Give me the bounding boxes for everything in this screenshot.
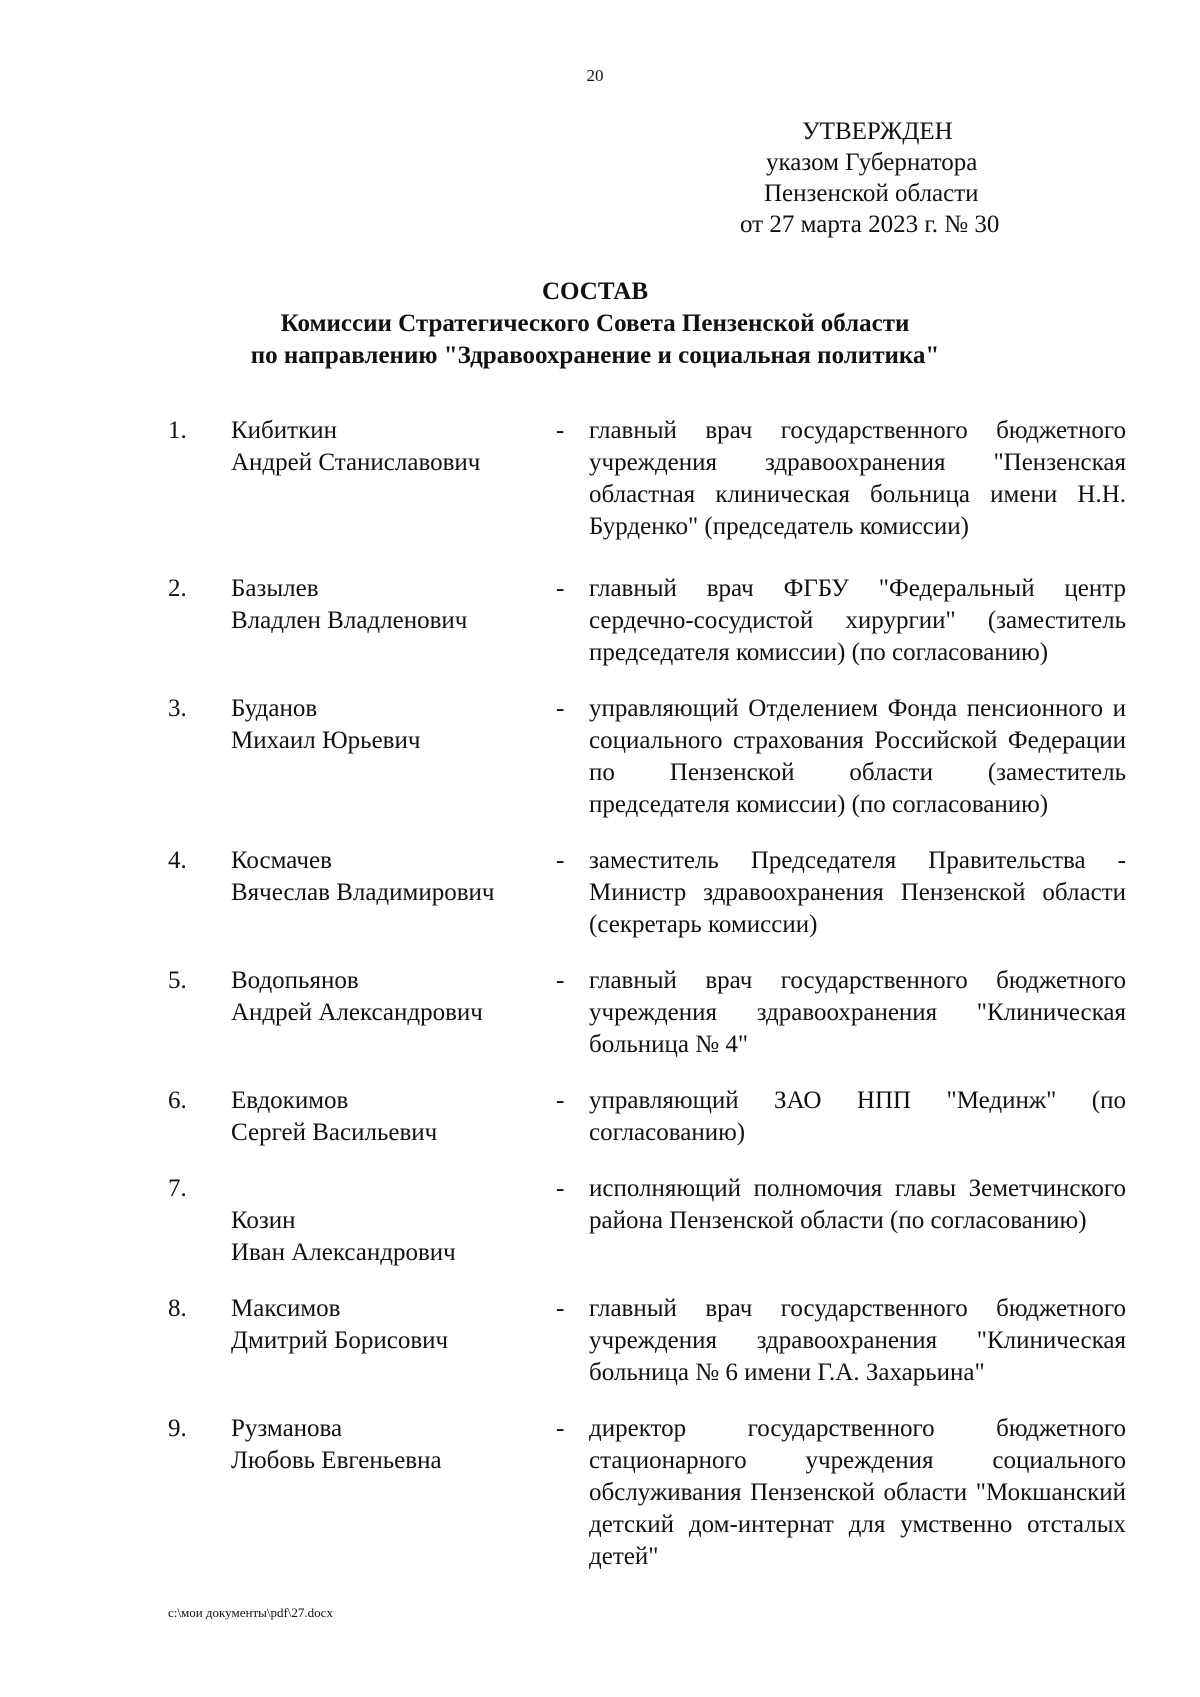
member-description: исполняющий полномочия главы Земетчинского района Пензенской области (по согласованию)	[589, 1175, 1126, 1234]
member-surname: Максимов	[231, 1295, 341, 1322]
members-list	[168, 415, 1128, 1573]
member-number: 1.	[168, 417, 187, 444]
member-given-name: Дмитрий Борисович	[231, 1327, 449, 1354]
title-heading: СОСТАВ	[541, 278, 649, 305]
member-name	[231, 1413, 556, 1573]
member-given-name: Андрей Станиславович	[231, 449, 481, 476]
member-surname: Кибиткин	[231, 417, 337, 444]
member-description: директор государственного бюджетного стационарного учреждения социального обслуживания Пензенской области "Мокшанский детский дом-интернат для умственно отсталых детей"	[589, 1415, 1126, 1570]
member-description: управляющий Отделением Фонда пенсионного и социального страхования Российской Федерации по Пензенской области (заместитель председателя комиссии) (по согласованию)	[589, 695, 1126, 818]
member-row	[168, 1173, 1128, 1269]
member-row	[168, 845, 1128, 941]
member-given-name: Иван Александрович	[231, 1239, 456, 1266]
member-given-name: Владлен Владленович	[231, 607, 468, 634]
member-description: главный врач ФГБУ "Федеральный центр сердечно-сосудистой хирургии" (заместитель председателя комиссии) (по согласованию)	[589, 575, 1126, 666]
member-surname: Космачев	[231, 847, 332, 874]
member-row	[168, 573, 1128, 669]
member-number: 4.	[168, 847, 187, 874]
member-number: 5.	[168, 967, 187, 994]
member-surname: Водопьянов	[231, 967, 359, 994]
approval-date: от 27 марта 2023 г. № 30	[740, 211, 1000, 238]
approval-heading: УТВЕРЖДЕН	[802, 118, 953, 145]
member-dash: -	[556, 417, 565, 444]
title-commission: Комиссии Стратегического Совета Пензенской области	[280, 310, 910, 337]
member-description: главный врач государственного бюджетного учреждения здравоохранения "Пензенская областная клиническая больница имени Н.Н. Бурденко" (председатель комиссии)	[589, 417, 1126, 540]
member-name	[231, 845, 556, 941]
member-dash: -	[556, 1295, 565, 1322]
file-path-footer: c:\мои документы\pdf\27.docx	[168, 1605, 333, 1620]
member-number: 2.	[168, 575, 187, 602]
member-description: управляющий ЗАО НПП "Мединж" (по согласованию)	[589, 1087, 1126, 1146]
member-description: главный врач государственного бюджетного учреждения здравоохранения "Клиническая больница № 4"	[589, 967, 1126, 1058]
member-number: 9.	[168, 1415, 187, 1442]
member-row	[168, 693, 1128, 821]
member-name	[231, 1085, 556, 1149]
member-name	[231, 573, 556, 669]
member-dash: -	[556, 695, 565, 722]
document-title	[0, 276, 1190, 372]
member-row	[168, 1085, 1128, 1149]
member-dash: -	[556, 1087, 565, 1114]
approval-block	[740, 116, 1080, 240]
member-surname: Базылев	[231, 575, 319, 602]
member-dash: -	[556, 847, 565, 874]
member-number: 6.	[168, 1087, 187, 1114]
page-number: 20	[586, 66, 604, 85]
member-dash: -	[556, 967, 565, 994]
member-row	[168, 415, 1128, 543]
member-number: 8.	[168, 1295, 187, 1322]
member-name	[231, 1173, 556, 1269]
member-dash: -	[556, 1415, 565, 1442]
member-number: 3.	[168, 695, 187, 722]
member-surname: Евдокимов	[231, 1087, 349, 1114]
member-given-name: Сергей Васильевич	[231, 1119, 438, 1146]
title-direction: по направлению "Здравоохранение и социальная политика"	[250, 342, 940, 369]
member-description: заместитель Председателя Правительства - Министр здравоохранения Пензенской области (секретарь комиссии)	[589, 847, 1126, 938]
member-given-name: Вячеслав Владимирович	[231, 879, 495, 906]
member-surname: Буданов	[231, 695, 318, 722]
member-surname: Рузманова	[231, 1415, 343, 1442]
member-name	[231, 965, 556, 1061]
member-given-name: Любовь Евгеньевна	[231, 1447, 442, 1474]
member-name	[231, 415, 556, 543]
member-name	[231, 693, 556, 821]
member-given-name: Андрей Александрович	[231, 999, 483, 1026]
member-number: 7.	[168, 1175, 187, 1202]
member-description: главный врач государственного бюджетного учреждения здравоохранения "Клиническая больница № 6 имени Г.А. Захарьина"	[589, 1295, 1126, 1386]
member-row	[168, 1293, 1128, 1389]
member-given-name: Михаил Юрьевич	[231, 727, 421, 754]
approval-region: Пензенской области	[764, 180, 979, 207]
member-dash: -	[556, 575, 565, 602]
approval-authority: указом Губернатора	[766, 149, 978, 176]
member-name	[231, 1293, 556, 1389]
member-dash: -	[556, 1175, 565, 1202]
member-row	[168, 965, 1128, 1061]
member-row	[168, 1413, 1128, 1573]
member-surname: Козин	[231, 1207, 296, 1234]
